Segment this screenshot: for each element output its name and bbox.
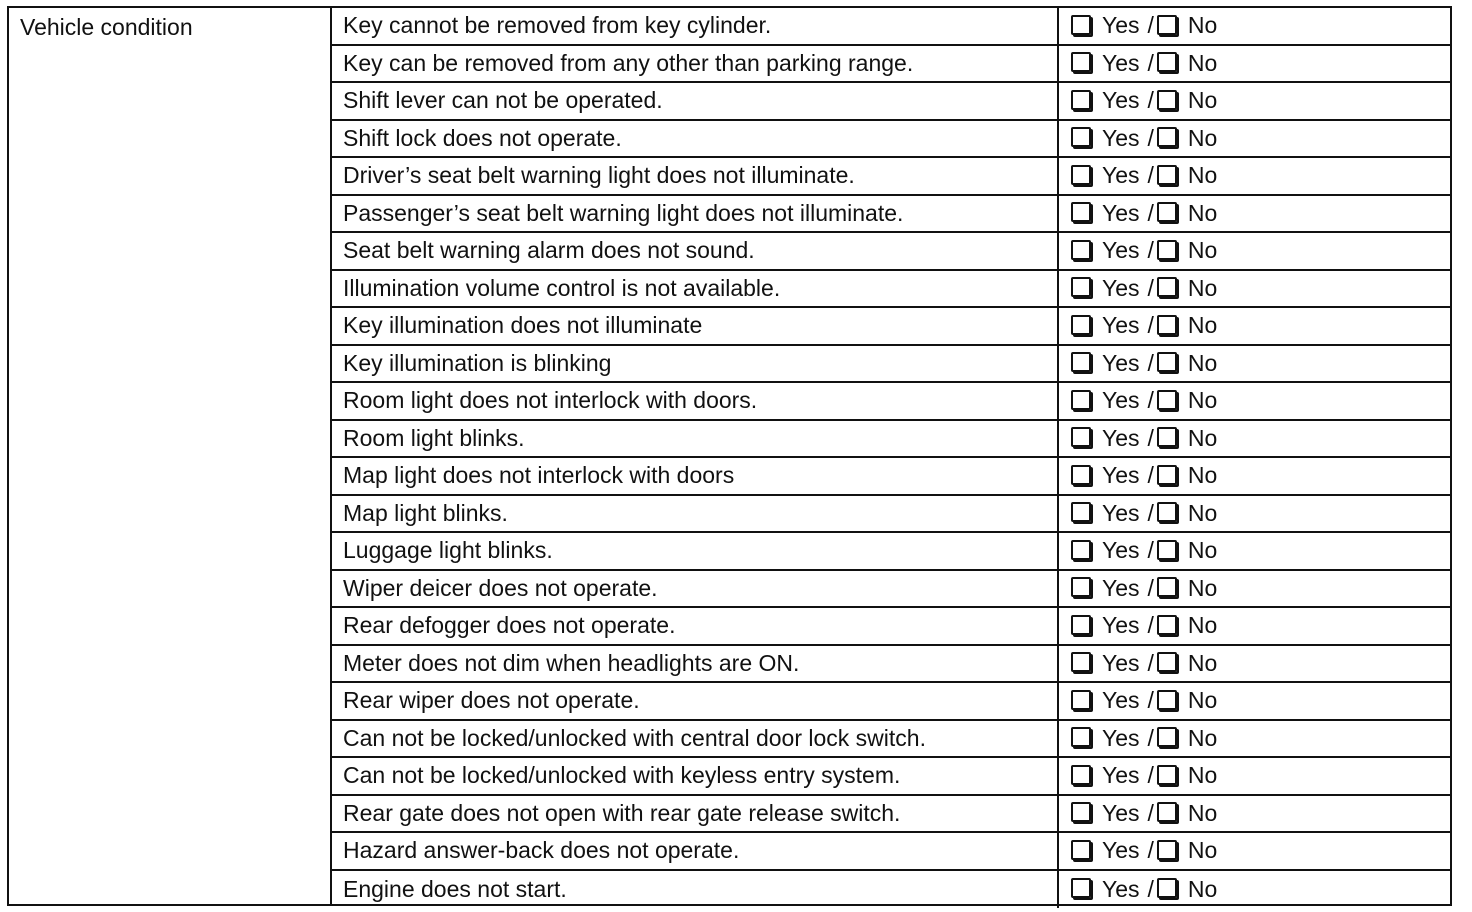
table-row xyxy=(332,121,1450,159)
no-label: No xyxy=(1187,837,1218,864)
symptom-description: Rear wiper does not operate. xyxy=(332,683,1059,719)
symptom-description: Can not be locked/unlocked with keyless entry system. xyxy=(332,758,1059,794)
separator: / xyxy=(1147,574,1154,601)
separator: / xyxy=(1147,462,1154,489)
table-row xyxy=(332,196,1450,234)
yes-label: Yes xyxy=(1102,274,1140,301)
no-checkbox[interactable] xyxy=(1157,465,1177,485)
no-label: No xyxy=(1187,687,1218,714)
separator: / xyxy=(1147,649,1154,676)
yes-no-answer xyxy=(1059,308,1450,344)
yes-no-answer xyxy=(1059,496,1450,532)
yes-no-answer xyxy=(1059,196,1450,232)
yes-no-answer xyxy=(1059,608,1450,644)
no-label: No xyxy=(1187,799,1218,826)
symptom-description: Key can be removed from any other than parking range. xyxy=(332,46,1059,82)
table-row xyxy=(332,646,1450,684)
symptom-description: Wiper deicer does not operate. xyxy=(332,571,1059,607)
yes-label: Yes xyxy=(1102,349,1140,376)
yes-checkbox[interactable] xyxy=(1071,315,1091,335)
yes-checkbox[interactable] xyxy=(1071,652,1091,672)
yes-no-answer xyxy=(1059,46,1450,82)
no-label: No xyxy=(1187,649,1218,676)
no-label: No xyxy=(1187,424,1218,451)
no-label: No xyxy=(1187,199,1218,226)
no-checkbox[interactable] xyxy=(1157,315,1177,335)
yes-checkbox[interactable] xyxy=(1071,277,1091,297)
table-row xyxy=(332,721,1450,759)
symptom-description: Key illumination is blinking xyxy=(332,346,1059,382)
no-checkbox[interactable] xyxy=(1157,502,1177,522)
no-label: No xyxy=(1187,387,1218,414)
yes-label: Yes xyxy=(1102,875,1140,902)
no-checkbox[interactable] xyxy=(1157,577,1177,597)
yes-no-answer xyxy=(1059,683,1450,719)
yes-checkbox[interactable] xyxy=(1071,127,1091,147)
separator: / xyxy=(1147,349,1154,376)
symptom-description: Engine does not start. xyxy=(332,871,1059,909)
no-checkbox[interactable] xyxy=(1157,615,1177,635)
symptom-description: Passenger’s seat belt warning light does not illuminate. xyxy=(332,196,1059,232)
table-row xyxy=(332,496,1450,534)
yes-no-answer xyxy=(1059,271,1450,307)
yes-checkbox[interactable] xyxy=(1071,90,1091,110)
symptom-description: Shift lever can not be operated. xyxy=(332,83,1059,119)
no-label: No xyxy=(1187,12,1218,39)
yes-checkbox[interactable] xyxy=(1071,202,1091,222)
separator: / xyxy=(1147,687,1154,714)
symptom-description: Rear defogger does not operate. xyxy=(332,608,1059,644)
no-label: No xyxy=(1187,124,1218,151)
no-label: No xyxy=(1187,349,1218,376)
no-label: No xyxy=(1187,762,1218,789)
yes-label: Yes xyxy=(1102,387,1140,414)
yes-no-answer xyxy=(1059,8,1450,44)
yes-no-answer xyxy=(1059,796,1450,832)
yes-checkbox[interactable] xyxy=(1071,577,1091,597)
no-checkbox[interactable] xyxy=(1157,165,1177,185)
yes-checkbox[interactable] xyxy=(1071,165,1091,185)
no-checkbox[interactable] xyxy=(1157,802,1177,822)
symptom-description: Meter does not dim when headlights are ON. xyxy=(332,646,1059,682)
vehicle-condition-label: Vehicle condition xyxy=(20,14,193,40)
separator: / xyxy=(1147,12,1154,39)
table-row xyxy=(332,83,1450,121)
yes-label: Yes xyxy=(1102,87,1140,114)
yes-label: Yes xyxy=(1102,537,1140,564)
yes-checkbox[interactable] xyxy=(1071,615,1091,635)
no-label: No xyxy=(1187,574,1218,601)
no-label: No xyxy=(1187,312,1218,339)
separator: / xyxy=(1147,424,1154,451)
no-checkbox[interactable] xyxy=(1157,878,1177,898)
no-checkbox[interactable] xyxy=(1157,202,1177,222)
table-row xyxy=(332,233,1450,271)
yes-label: Yes xyxy=(1102,199,1140,226)
table-row xyxy=(332,871,1450,909)
no-checkbox[interactable] xyxy=(1157,240,1177,260)
separator: / xyxy=(1147,87,1154,114)
symptom-description: Illumination volume control is not available. xyxy=(332,271,1059,307)
yes-checkbox[interactable] xyxy=(1071,840,1091,860)
separator: / xyxy=(1147,199,1154,226)
separator: / xyxy=(1147,837,1154,864)
no-checkbox[interactable] xyxy=(1157,127,1177,147)
yes-label: Yes xyxy=(1102,612,1140,639)
table-row xyxy=(332,308,1450,346)
separator: / xyxy=(1147,537,1154,564)
separator: / xyxy=(1147,762,1154,789)
yes-label: Yes xyxy=(1102,124,1140,151)
yes-checkbox[interactable] xyxy=(1071,52,1091,72)
yes-label: Yes xyxy=(1102,574,1140,601)
no-label: No xyxy=(1187,724,1218,751)
yes-no-answer xyxy=(1059,533,1450,569)
no-checkbox[interactable] xyxy=(1157,690,1177,710)
table-row xyxy=(332,796,1450,834)
symptom-description: Shift lock does not operate. xyxy=(332,121,1059,157)
no-checkbox[interactable] xyxy=(1157,90,1177,110)
symptom-description: Map light blinks. xyxy=(332,496,1059,532)
yes-label: Yes xyxy=(1102,687,1140,714)
symptom-description: Room light does not interlock with doors. xyxy=(332,383,1059,419)
yes-checkbox[interactable] xyxy=(1071,765,1091,785)
yes-label: Yes xyxy=(1102,162,1140,189)
table-row xyxy=(332,346,1450,384)
symptom-description: Map light does not interlock with doors xyxy=(332,458,1059,494)
no-checkbox[interactable] xyxy=(1157,765,1177,785)
no-label: No xyxy=(1187,49,1218,76)
condition-column xyxy=(9,8,332,904)
table-row xyxy=(332,571,1450,609)
symptom-description: Key cannot be removed from key cylinder. xyxy=(332,8,1059,44)
yes-checkbox[interactable] xyxy=(1071,465,1091,485)
yes-no-answer xyxy=(1059,421,1450,457)
no-checkbox[interactable] xyxy=(1157,652,1177,672)
yes-label: Yes xyxy=(1102,462,1140,489)
yes-no-answer xyxy=(1059,871,1450,909)
separator: / xyxy=(1147,274,1154,301)
table-row xyxy=(332,271,1450,309)
yes-no-answer xyxy=(1059,721,1450,757)
yes-no-answer xyxy=(1059,346,1450,382)
yes-checkbox[interactable] xyxy=(1071,15,1091,35)
yes-no-answer xyxy=(1059,158,1450,194)
no-label: No xyxy=(1187,537,1218,564)
yes-checkbox[interactable] xyxy=(1071,802,1091,822)
separator: / xyxy=(1147,387,1154,414)
no-checkbox[interactable] xyxy=(1157,15,1177,35)
table-row xyxy=(332,458,1450,496)
no-label: No xyxy=(1187,274,1218,301)
separator: / xyxy=(1147,799,1154,826)
no-label: No xyxy=(1187,875,1218,902)
yes-checkbox[interactable] xyxy=(1071,690,1091,710)
no-label: No xyxy=(1187,612,1218,639)
separator: / xyxy=(1147,124,1154,151)
symptom-description: Seat belt warning alarm does not sound. xyxy=(332,233,1059,269)
no-label: No xyxy=(1187,87,1218,114)
no-label: No xyxy=(1187,162,1218,189)
yes-checkbox[interactable] xyxy=(1071,352,1091,372)
separator: / xyxy=(1147,499,1154,526)
yes-no-answer xyxy=(1059,121,1450,157)
separator: / xyxy=(1147,612,1154,639)
table-row xyxy=(332,8,1450,46)
no-label: No xyxy=(1187,237,1218,264)
yes-label: Yes xyxy=(1102,49,1140,76)
yes-checkbox[interactable] xyxy=(1071,390,1091,410)
table-row xyxy=(332,421,1450,459)
yes-no-answer xyxy=(1059,646,1450,682)
symptom-description: Can not be locked/unlocked with central door lock switch. xyxy=(332,721,1059,757)
symptom-description: Luggage light blinks. xyxy=(332,533,1059,569)
table-row xyxy=(332,608,1450,646)
no-label: No xyxy=(1187,499,1218,526)
no-checkbox[interactable] xyxy=(1157,52,1177,72)
no-checkbox[interactable] xyxy=(1157,277,1177,297)
no-checkbox[interactable] xyxy=(1157,390,1177,410)
yes-no-answer xyxy=(1059,571,1450,607)
yes-checkbox[interactable] xyxy=(1071,727,1091,747)
yes-no-answer xyxy=(1059,83,1450,119)
symptom-description: Hazard answer-back does not operate. xyxy=(332,833,1059,869)
separator: / xyxy=(1147,162,1154,189)
yes-no-answer xyxy=(1059,758,1450,794)
yes-no-answer xyxy=(1059,233,1450,269)
separator: / xyxy=(1147,312,1154,339)
table-row xyxy=(332,46,1450,84)
yes-no-answer xyxy=(1059,833,1450,869)
yes-label: Yes xyxy=(1102,12,1140,39)
yes-checkbox[interactable] xyxy=(1071,540,1091,560)
table-row xyxy=(332,158,1450,196)
yes-label: Yes xyxy=(1102,762,1140,789)
separator: / xyxy=(1147,49,1154,76)
separator: / xyxy=(1147,875,1154,902)
no-checkbox[interactable] xyxy=(1157,352,1177,372)
yes-label: Yes xyxy=(1102,237,1140,264)
yes-label: Yes xyxy=(1102,837,1140,864)
yes-label: Yes xyxy=(1102,312,1140,339)
table-row xyxy=(332,533,1450,571)
separator: / xyxy=(1147,237,1154,264)
symptom-description: Room light blinks. xyxy=(332,421,1059,457)
yes-checkbox[interactable] xyxy=(1071,502,1091,522)
yes-label: Yes xyxy=(1102,499,1140,526)
table-row xyxy=(332,683,1450,721)
separator: / xyxy=(1147,724,1154,751)
table-row xyxy=(332,383,1450,421)
table-row xyxy=(332,833,1450,871)
yes-label: Yes xyxy=(1102,424,1140,451)
yes-label: Yes xyxy=(1102,724,1140,751)
yes-checkbox[interactable] xyxy=(1071,240,1091,260)
symptom-rows xyxy=(332,8,1450,904)
yes-checkbox[interactable] xyxy=(1071,878,1091,898)
symptom-description: Rear gate does not open with rear gate release switch. xyxy=(332,796,1059,832)
vehicle-condition-checklist xyxy=(7,6,1452,906)
no-label: No xyxy=(1187,462,1218,489)
no-checkbox[interactable] xyxy=(1157,427,1177,447)
table-row xyxy=(332,758,1450,796)
yes-label: Yes xyxy=(1102,799,1140,826)
no-checkbox[interactable] xyxy=(1157,840,1177,860)
symptom-description: Driver’s seat belt warning light does not illuminate. xyxy=(332,158,1059,194)
yes-no-answer xyxy=(1059,458,1450,494)
yes-label: Yes xyxy=(1102,649,1140,676)
no-checkbox[interactable] xyxy=(1157,540,1177,560)
symptom-description: Key illumination does not illuminate xyxy=(332,308,1059,344)
no-checkbox[interactable] xyxy=(1157,727,1177,747)
yes-no-answer xyxy=(1059,383,1450,419)
yes-checkbox[interactable] xyxy=(1071,427,1091,447)
